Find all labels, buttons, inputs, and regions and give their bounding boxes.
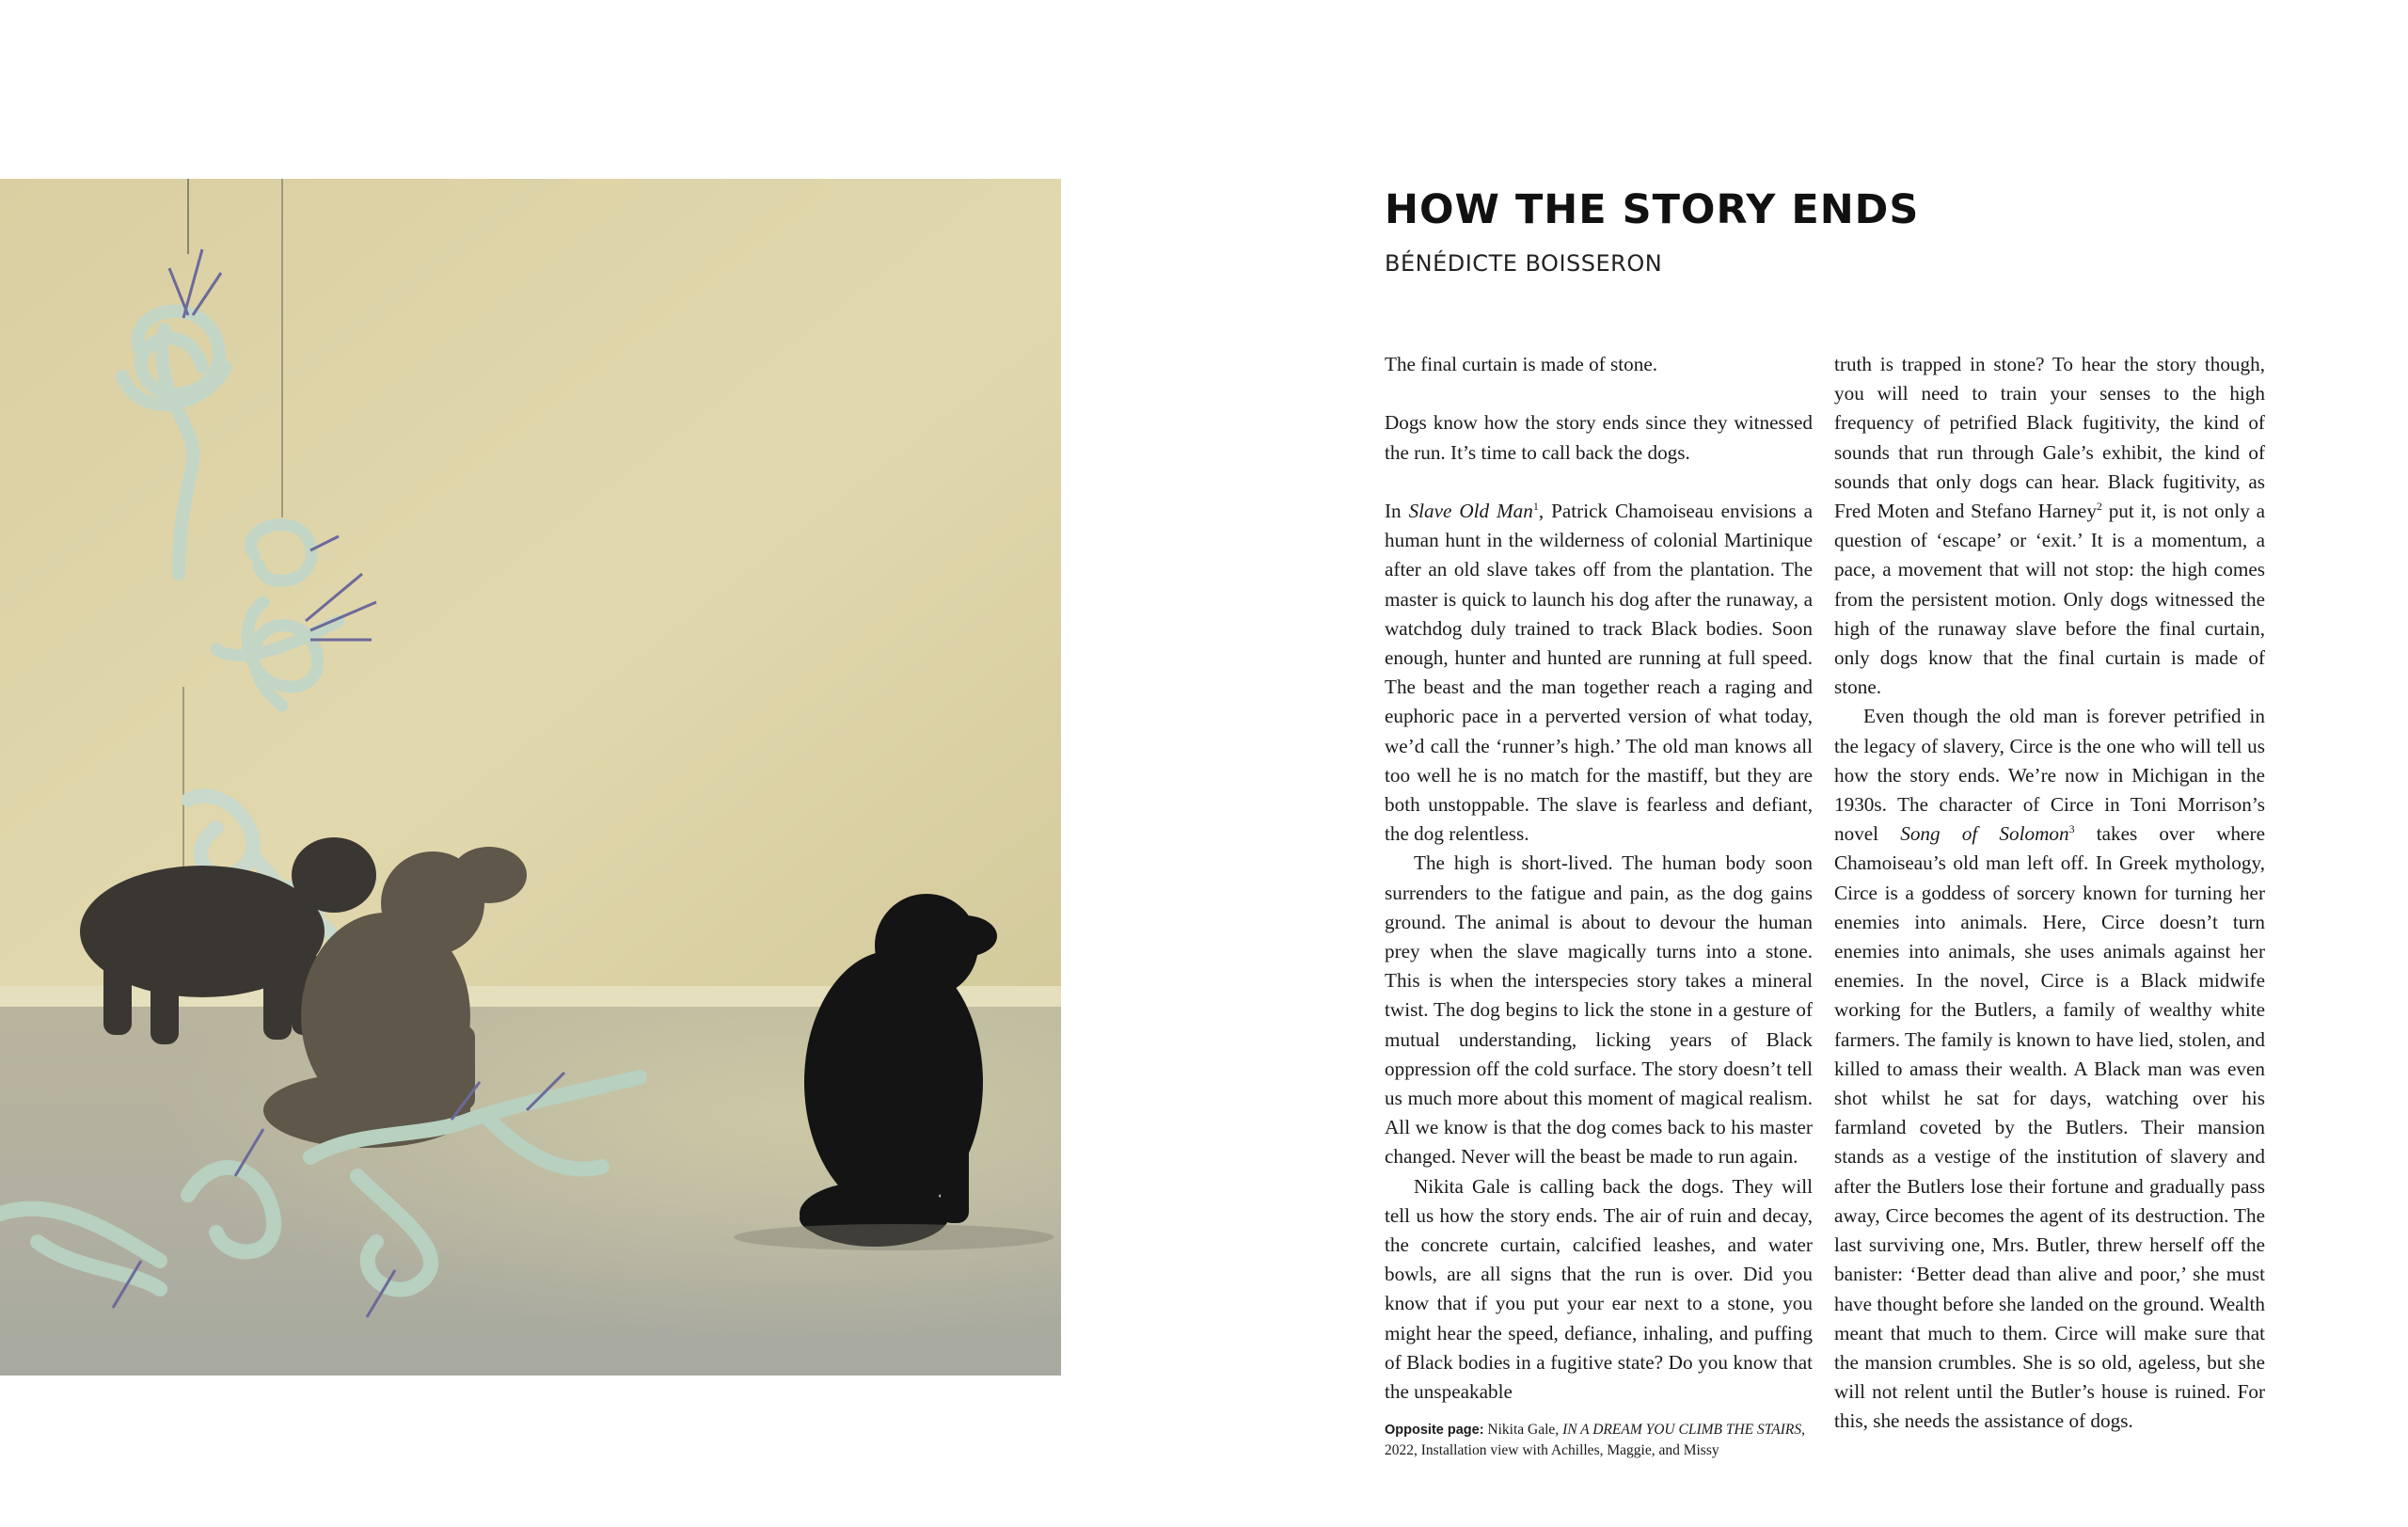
- caption-label: Opposite page:: [1385, 1423, 1484, 1438]
- paragraph: truth is trapped in stone? To hear the story though, you will need to train your senses to the high frequency of petrified Black fugitivity, the kind of sounds that run through Gale’s exhibit, the kind of sounds that only dogs can hear. Black fugitivity, as Fred Moten and Stefano Harney$^2$ put it, is not only a question of ‘escape’ or ‘exit.’ It is a momentum, a pace, a movement that will not stop: the high comes from the persistent motion. Only dogs witnessed the high of the runaway slave before the final curtain, only dogs know that the final curtain is made of stone.: [1834, 353, 2265, 699]
- photo-caption: Opposite page: Nikita Gale, IN A DREAM YOU CLIMB THE STAIRS, 2022, Installation view with Achilles, Maggie, and Missy: [1385, 1422, 1805, 1458]
- footnote-marker: 2: [2096, 499, 2102, 513]
- book-title: Slave Old Man: [1408, 499, 1533, 522]
- text-column-left: [1385, 350, 1813, 1407]
- article-author: BÉNÉDICTE BOISSERON: [1385, 250, 1663, 277]
- paragraph: The high is short-lived. The human body soon surrenders to the fatigue and pain, as the dog gains ground. The animal is about to devour the human prey when the slave magically turns into a stone. This is when the interspecies story takes a mineral twist. The dog begins to lick the stone in a gesture of mutual understanding, licking years of Black oppression off the cold surface. The story doesn’t tell us much more about this moment of magical realism. All we know is that the dog comes back to his master changed. Never will the beast be made to run again.: [1385, 851, 1813, 1169]
- book-title: Song of Solomon: [1900, 822, 2069, 846]
- article-title: HOW THE STORY ENDS: [1385, 186, 1920, 233]
- installation-photo: [0, 179, 1061, 1376]
- footnote-marker: 3: [2068, 822, 2075, 836]
- paragraph: Dogs know how the story ends since they witnessed the run. It’s time to call back the dogs.: [1385, 411, 1813, 464]
- paragraph: Even though the old man is forever petrified in the legacy of slavery, Circe is the one who will tell us how the story ends. We’re now in Michigan in the 1930s. The character of Circe in Toni Morrison’s novel Song of Solomon$^3$ takes over where Chamoiseau’s old man left off. In Greek mythology, Circe is a goddess of sorcery known for turning her enemies into animals. Here, Circe doesn’t turn enemies into animals, she uses animals against her enemies. In the novel, Circe is a Black midwife working for the Butlers, a family of wealthy white farmers. The family is known to have lied, stolen, and killed to amass their wealth. A Black man was even shot whilst he sat for days, watching over his farmland coveted by the Butlers. Their mansion stands as a vestige of the institution of slavery and after the Butlers lose their fortune and gradually pass away, Circe becomes the agent of its destruction. The last surviving one, Mrs. Butler, threw herself off the banister: ‘Better dead than alive and poor,’ she must have thought before she landed on the ground. Wealth meant that much to them. Circe will make sure that the mansion crumbles. She is so old, ageless, but she will not relent until the Butler’s house is ruined. For this, she needs the assistance of dogs.: [1834, 705, 2265, 1433]
- paragraph: The final curtain is made of stone.: [1385, 353, 1658, 375]
- text-column-right: [1834, 350, 2265, 1437]
- artwork-title: IN A DREAM YOU CLIMB THE STAIRS: [1562, 1422, 1802, 1438]
- paragraph: In Slave Old Man$^1$, Patrick Chamoiseau envisions a human hunt in the wilderness of colonial Martinique after an old slave takes off from the plantation. The master is quick to launch his dog after the runaway, a watchdog duly trained to track Black bodies. Soon enough, hunter and hunted are running at full speed. The beast and the man together reach a raging and euphoric pace in a perverted version of what today, we’d call the ‘runner’s high.’ The old man knows all too well he is no match for the mastiff, but they are both unstoppable. The slave is fearless and defiant, the dog relentless.: [1385, 499, 1813, 846]
- footnote-marker: 1: [1532, 499, 1539, 513]
- paragraph: Nikita Gale is calling back the dogs. They will tell us how the story ends. The air of ruin and decay, the concrete curtain, calcified leashes, and water bowls, are all signs that the run is over. Did you know that if you put your ear next to a stone, you might hear the speed, defiance, inhaling, and puffing of Black bodies in a fugitive state? Do you know that the unspeakable: [1385, 1174, 1813, 1404]
